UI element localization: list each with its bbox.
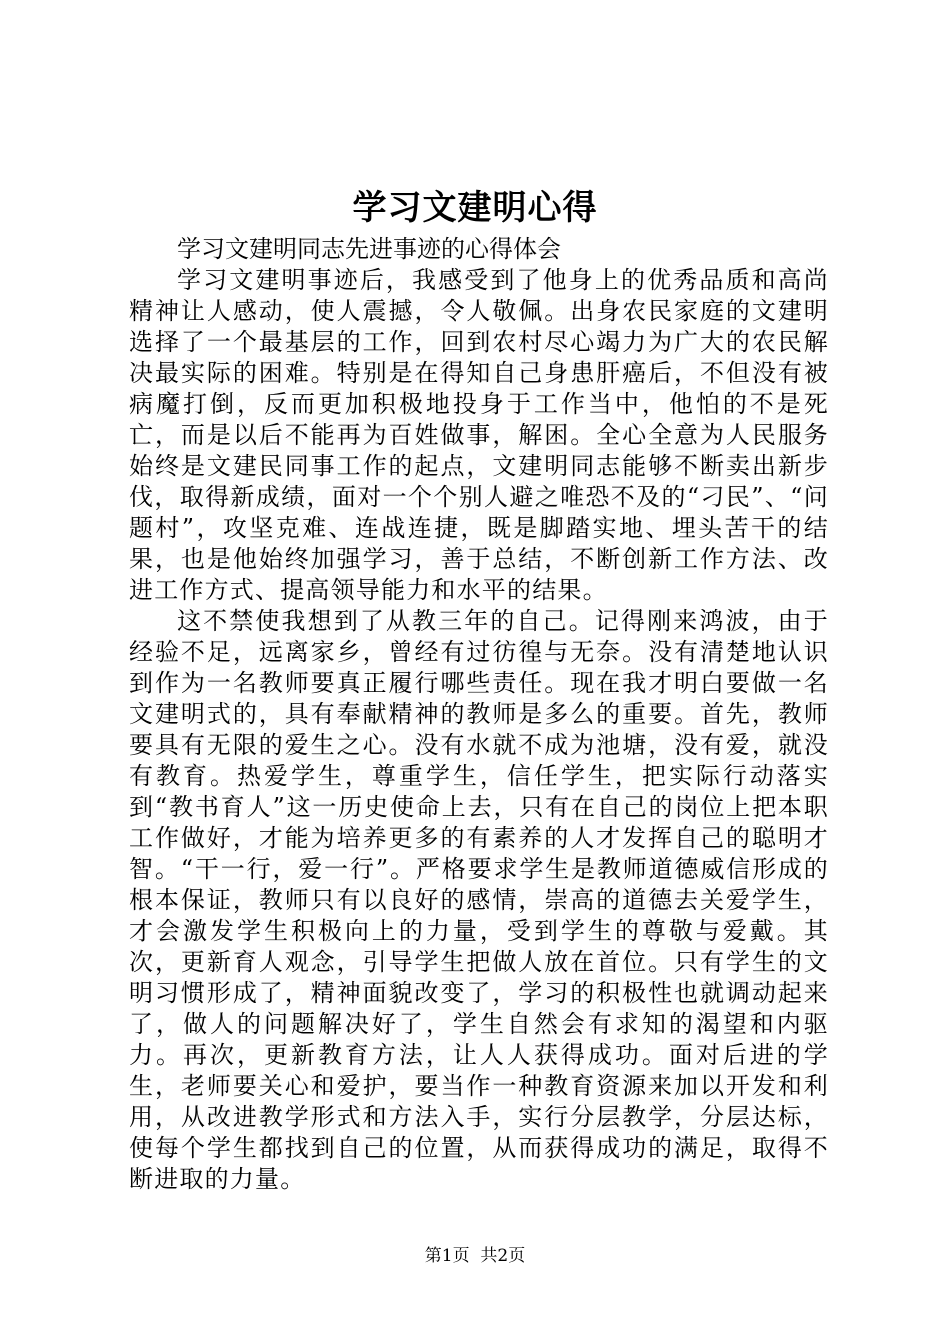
document-subtitle: 学习文建明同志先进事迹的心得体会 <box>177 235 561 263</box>
page-number: 第1页 共2页 <box>424 1246 526 1266</box>
document-title: 学习文建明心得 <box>352 188 598 228</box>
paragraph: 学习文建明事迹后，我感受到了他身上的优秀品质和高尚精神让人感动，使人震撼，令人敬佩。出身农民家庭的文建明选择了一个最基层的工作，回到农村尽心竭力为广大的农民解决最实际的困难。特别是在得知自己身患肝癌后，不但没有被病魔打倒，反而更加积极地投身于工作当中，他怕的不是死亡，而是以后不能再为百姓做事，解困。全心全意为人民服务始终是文建民同事工作的起点，文建明同志能够不断卖出新步伐，取得新成绩，面对一个个别人避之唯恐不及的“刁民”、“问题村”，攻坚克难、连战连捷，既是脚踏实地、埋头苦干的结果，也是他始终加强学习，善于总结，不断创新工作方法、改进工作方式、提高领导能力和水平的结果。 <box>129 266 829 604</box>
document-body <box>129 234 829 1195</box>
paragraph: 这不禁使我想到了从教三年的自己。记得刚来鸿波，由于经验不足，远离家乡，曾经有过彷徨与无奈。没有清楚地认识到作为一名教师要真正履行哪些责任。现在我才明白要做一名文建明式的，具有奉献精神的教师是多么的重要。首先，教师要具有无限的爱生之心。没有水就不成为池塘，没有爱，就没有教育。热爱学生，尊重学生，信任学生，把实际行动落实到“教书育人”这一历史使命上去，只有在自己的岗位上把本职工作做好，才能为培养更多的有素养的人才发挥自己的聪明才智。“干一行，爱一行”。严格要求学生是教师道德威信形成的根本保证，教师只有以良好的感情，崇高的道德去关爱学生，才会激发学生积极向上的力量，受到学生的尊敬与爱戴。其次，更新育人观念，引导学生把做人放在首位。只有学生的文明习惯形成了，精神面貌改变了，学习的积极性也就调动起来了，做人的问题解决好了，学生自然会有求知的渴望和内驱力。再次，更新教育方法，让人人获得成功。面对后进的学生，老师要关心和爱护，要当作一种教育资源来加以开发和利用，从改进教学形式和方法入手，实行分层教学，分层达标，使每个学生都找到自己的位置，从而获得成功的满足，取得不断进取的力量。 <box>129 607 829 1193</box>
